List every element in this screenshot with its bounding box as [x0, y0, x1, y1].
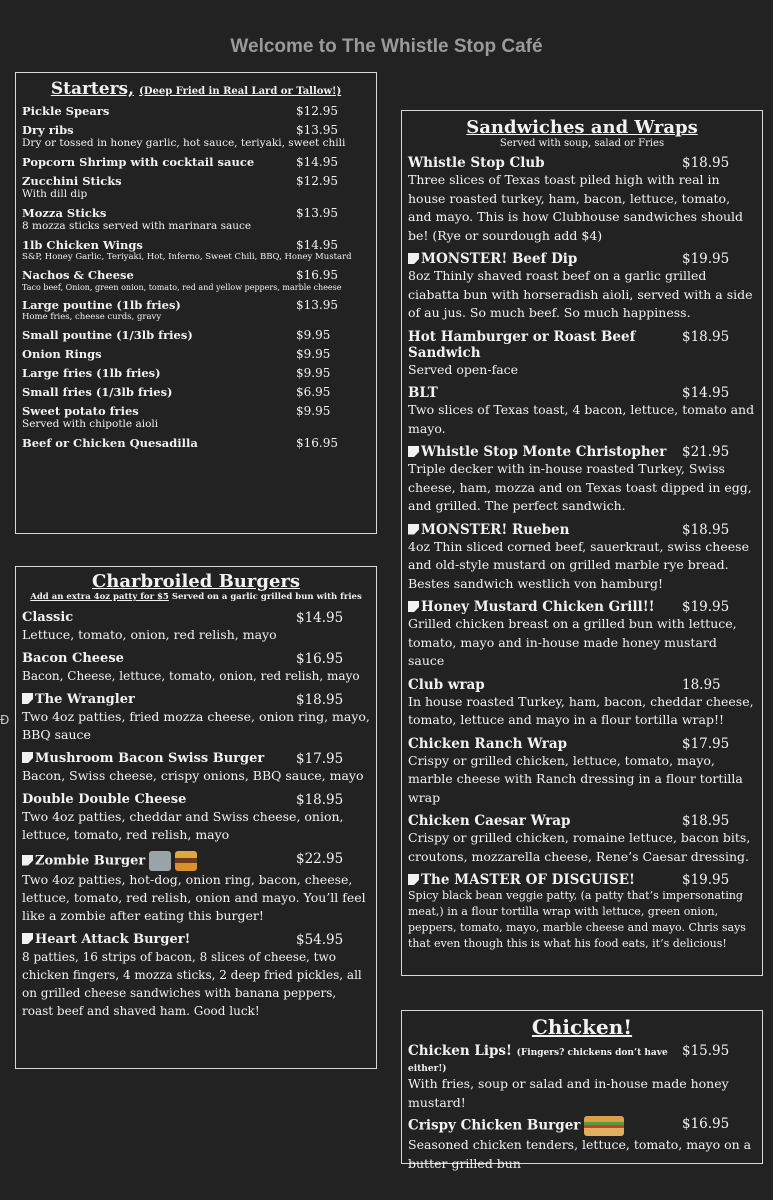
item-name: Hot Hamburger or Roast Beef Sandwich [408, 328, 636, 361]
sandwiches-subtitle: Served with soup, salad or Fries [499, 138, 665, 149]
item-price: $9.95 [296, 328, 331, 342]
item-name: Whistle Stop Club [408, 155, 545, 171]
menu-item [408, 444, 756, 516]
item-price: $9.95 [296, 366, 331, 380]
menu-item [22, 610, 370, 644]
item-name: MONSTER! Beef Dip [421, 251, 578, 267]
item-price: $18.95 [682, 155, 730, 171]
item-price: $12.95 [296, 174, 338, 188]
item-name: Chicken Caesar Wrap [408, 813, 571, 829]
item-description: Two 4oz patties, cheddar and Swiss cheese, onion, lettuce, tomato, red relish, mayo [22, 809, 344, 842]
starters-title: Starters, [50, 79, 135, 99]
item-price: $14.95 [296, 155, 338, 169]
item-name: The Wrangler [35, 692, 135, 707]
menu-item [22, 174, 370, 201]
item-name: Heart Attack Burger! [35, 932, 191, 947]
item-price: $12.95 [296, 104, 338, 118]
item-price: $18.95 [296, 692, 344, 708]
item-name: Beef or Chicken Quesadilla [22, 436, 198, 450]
starters-subtitle: (Deep Fried in Real Lard or Tallow!) [139, 86, 342, 97]
item-description: Grilled chicken breast on a grilled bun with lettuce, tomato, mayo and in-house made honey mustard sauce [408, 616, 737, 668]
item-price: $19.95 [682, 872, 730, 888]
flag-icon [22, 752, 33, 763]
item-description: Dry or tossed in honey garlic, hot sauce, teriyaki, sweet chili [22, 137, 346, 149]
menu-item [408, 677, 756, 730]
sandwiches-title: Sandwiches and Wraps [466, 117, 698, 138]
menu-item [22, 238, 370, 263]
item-description: Spicy black bean veggie patty, (a patty that’s impersonating meat,) in a flour tortilla wrap with lettuce, green onion, peppers, tomato, mayo, marble cheese and mayo. Chris says that even though this is what his food eats, it’s delicious! [408, 889, 746, 950]
item-name: Club wrap [408, 676, 485, 693]
item-name: Dry ribs [22, 123, 74, 137]
flag-icon [22, 855, 33, 866]
chicken-section [401, 1010, 763, 1171]
item-price: $13.95 [296, 298, 338, 312]
item-name: Crispy Chicken Burger [408, 1117, 581, 1134]
item-price: $14.95 [296, 610, 344, 626]
item-name: Classic [22, 610, 74, 625]
item-price: $16.95 [296, 651, 344, 667]
item-name: BLT [408, 385, 438, 401]
menu-item [408, 1043, 756, 1112]
item-name: Onion Rings [22, 347, 102, 361]
item-price: $16.95 [296, 268, 338, 282]
menu-item [22, 792, 370, 844]
burgers-extra-patty-note: Add an extra 4oz patty for $5 [30, 592, 169, 602]
starters-header [22, 79, 370, 99]
menu-item [408, 1116, 756, 1173]
burgers-section [15, 566, 377, 1069]
item-price: $16.95 [682, 1116, 730, 1132]
item-description: Served with chipotle aioli [22, 418, 159, 430]
menu-item [22, 436, 370, 450]
page-title: Welcome to The Whistle Stop Café [230, 36, 543, 57]
item-price: 18.95 [682, 676, 721, 693]
item-description: Lettuce, tomato, onion, red relish, mayo [22, 627, 277, 642]
burgers-title: Charbroiled Burgers [91, 571, 301, 592]
item-description: 8oz Thinly shaved roast beef on a garlic grilled ciabatta bun with horseradish aioli, served with a side of au jus. So much beef. So much happiness. [408, 268, 753, 320]
menu-item [22, 123, 370, 150]
item-price: $9.95 [296, 347, 331, 361]
flag-icon [22, 693, 33, 704]
item-name: Honey Mustard Chicken Grill!! [421, 599, 655, 615]
item-price: $19.95 [682, 251, 730, 267]
item-name: Mozza Sticks [22, 206, 107, 220]
item-price: $15.95 [682, 1043, 730, 1059]
item-description: 4oz Thin sliced corned beef, sauerkraut, swiss cheese and old-style mustard on grilled marble rye bread. Bestes sandwich westlich von hamburg! [408, 538, 749, 591]
item-note: (Fingers? chickens don’t have either!) [408, 1048, 668, 1074]
item-price: $13.95 [296, 123, 338, 137]
item-price: $17.95 [682, 735, 730, 752]
flag-icon [408, 446, 419, 457]
item-price: $18.95 [296, 792, 344, 808]
item-description: Seasoned chicken tenders, lettuce, tomato, mayo on a butter grilled bun [408, 1137, 752, 1171]
item-description: Bacon, Cheese, lettuce, tomato, onion, red relish, mayo [22, 669, 360, 683]
menu-item [22, 268, 370, 293]
item-description: Taco beef, Onion, green onion, tomato, red and yellow peppers, marble cheese [22, 283, 342, 292]
menu-item [408, 385, 756, 438]
side-mark: Ð [0, 713, 10, 727]
item-name: Zombie Burger [35, 853, 146, 869]
flag-icon [408, 524, 419, 535]
item-name: Small fries (1/3lb fries) [22, 385, 173, 399]
item-price: $14.95 [296, 238, 338, 252]
item-price: $21.95 [682, 444, 730, 460]
chicken-title: Chicken! [531, 1015, 633, 1039]
menu-item [22, 385, 370, 399]
item-name: Pickle Spears [22, 104, 110, 118]
menu-item [22, 298, 370, 323]
item-name: Large fries (1lb fries) [22, 366, 161, 380]
item-name: Bacon Cheese [22, 651, 124, 666]
item-price: $9.95 [296, 404, 331, 418]
flag-icon [408, 874, 419, 885]
item-name: The MASTER OF DISGUISE! [421, 872, 635, 888]
menu-item [408, 872, 756, 952]
item-description: In house roasted Turkey, ham, bacon, cheddar cheese, tomato, lettuce and mayo in a flour tortilla wrap!! [408, 693, 754, 727]
item-price: $54.95 [296, 932, 344, 948]
menu-item [408, 522, 756, 594]
menu-item [408, 329, 756, 380]
item-description: Triple decker with in-house roasted Turkey, Swiss cheese, ham, mozza and on Texas toast dipped in egg, and grilled. The perfect sandwich. [408, 461, 752, 513]
item-description: 8 mozza sticks served with marinara sauce [22, 220, 252, 232]
item-price: $16.95 [296, 436, 338, 450]
item-description: With dill dip [22, 188, 88, 200]
item-name: Double Double Cheese [22, 792, 187, 807]
menu-item [408, 251, 756, 323]
item-description: Two slices of Texas toast, 4 bacon, lettuce, tomato and mayo. [408, 402, 755, 436]
menu-item [22, 932, 370, 1020]
item-name: Nachos & Cheese [22, 268, 134, 282]
item-price: $17.95 [296, 751, 344, 767]
chicken-header [408, 1015, 756, 1039]
item-description: Served open-face [408, 361, 519, 377]
item-price: $6.95 [296, 385, 331, 399]
menu-item [408, 155, 756, 245]
item-price: $18.95 [682, 328, 730, 345]
menu-item [22, 851, 370, 925]
menu-item [22, 155, 370, 169]
item-description: With fries, soup or salad and in-house made honey mustard! [408, 1076, 729, 1110]
menu-item [22, 366, 370, 380]
item-name: 1lb Chicken Wings [22, 238, 143, 252]
menu-item [22, 651, 370, 685]
menu-item [22, 751, 370, 785]
burgers-header [22, 571, 370, 602]
item-price: $14.95 [682, 385, 730, 401]
item-name: Chicken Lips! [408, 1043, 512, 1059]
sandwiches-header [408, 117, 756, 149]
menu-item [408, 813, 756, 866]
zombie-burger-photo-icon [149, 851, 171, 871]
menu-item [408, 736, 756, 808]
flag-icon [408, 601, 419, 612]
flag-icon [408, 253, 419, 264]
item-name: Mushroom Bacon Swiss Burger [35, 751, 265, 766]
sandwiches-section [401, 110, 763, 976]
item-name: Zucchini Sticks [22, 174, 122, 188]
item-name: Small poutine (1/3lb fries) [22, 328, 193, 342]
item-name: MONSTER! Rueben [421, 521, 570, 538]
menu-item [22, 104, 370, 118]
item-name: Chicken Ranch Wrap [408, 735, 568, 752]
item-description: Three slices of Texas toast piled high with real in house roasted turkey, ham, bacon, lettuce, tomato, and mayo. This is how Clubhouse sandwiches should be! (Rye or sourdough add $4) [408, 172, 744, 243]
item-name: Large poutine (1lb fries) [22, 298, 181, 312]
menu-item [22, 328, 370, 342]
chicken-burger-photo-icon [584, 1116, 624, 1136]
item-name: Popcorn Shrimp with cocktail sauce [22, 155, 255, 169]
item-price: $19.95 [682, 599, 730, 615]
item-price: $18.95 [682, 813, 730, 829]
menu-item [22, 347, 370, 361]
burgers-served-note: Served on a garlic grilled bun with fries [168, 592, 362, 602]
item-description: S&P, Honey Garlic, Teriyaki, Hot, Inferno, Sweet Chili, BBQ, Honey Mustard [22, 252, 352, 262]
flag-icon [22, 933, 33, 944]
item-name: Whistle Stop Monte Christopher [421, 444, 667, 460]
item-description: Bacon, Swiss cheese, crispy onions, BBQ sauce, mayo [22, 768, 364, 783]
item-description: Crispy or grilled chicken, lettuce, tomato, mayo, marble cheese with Ranch dressing in a flour tortilla wrap [408, 752, 743, 805]
menu-item [22, 404, 370, 431]
item-price: $18.95 [682, 521, 730, 538]
item-description: Two 4oz patties, fried mozza cheese, onion ring, mayo, BBQ sauce [22, 709, 370, 742]
menu-item [22, 206, 370, 233]
item-name: Sweet potato fries [22, 404, 139, 418]
item-description: Crispy or grilled chicken, romaine lettuce, bacon bits, croutons, mozzarella cheese, Rene’s Caesar dressing. [408, 830, 751, 864]
burger-photo-icon [175, 851, 197, 871]
menu-item [22, 692, 370, 744]
item-price: $22.95 [296, 851, 344, 867]
item-description: Two 4oz patties, hot-dog, onion ring, bacon, cheese, lettuce, tomato, red relish, onion and mayo. You’ll feel like a zombie after eating this burger! [22, 872, 366, 923]
menu-item [408, 599, 756, 671]
starters-section [15, 72, 377, 534]
item-price: $13.95 [296, 206, 338, 220]
item-description: Home fries, cheese curds, gravy [22, 312, 162, 322]
item-description: 8 patties, 16 strips of bacon, 8 slices of cheese, two chicken fingers, 4 mozza sticks, 2 deep fried pickles, all on grilled cheese sandwiches with banana peppers, roast beef and shaved ham. Good luck! [22, 950, 362, 1018]
